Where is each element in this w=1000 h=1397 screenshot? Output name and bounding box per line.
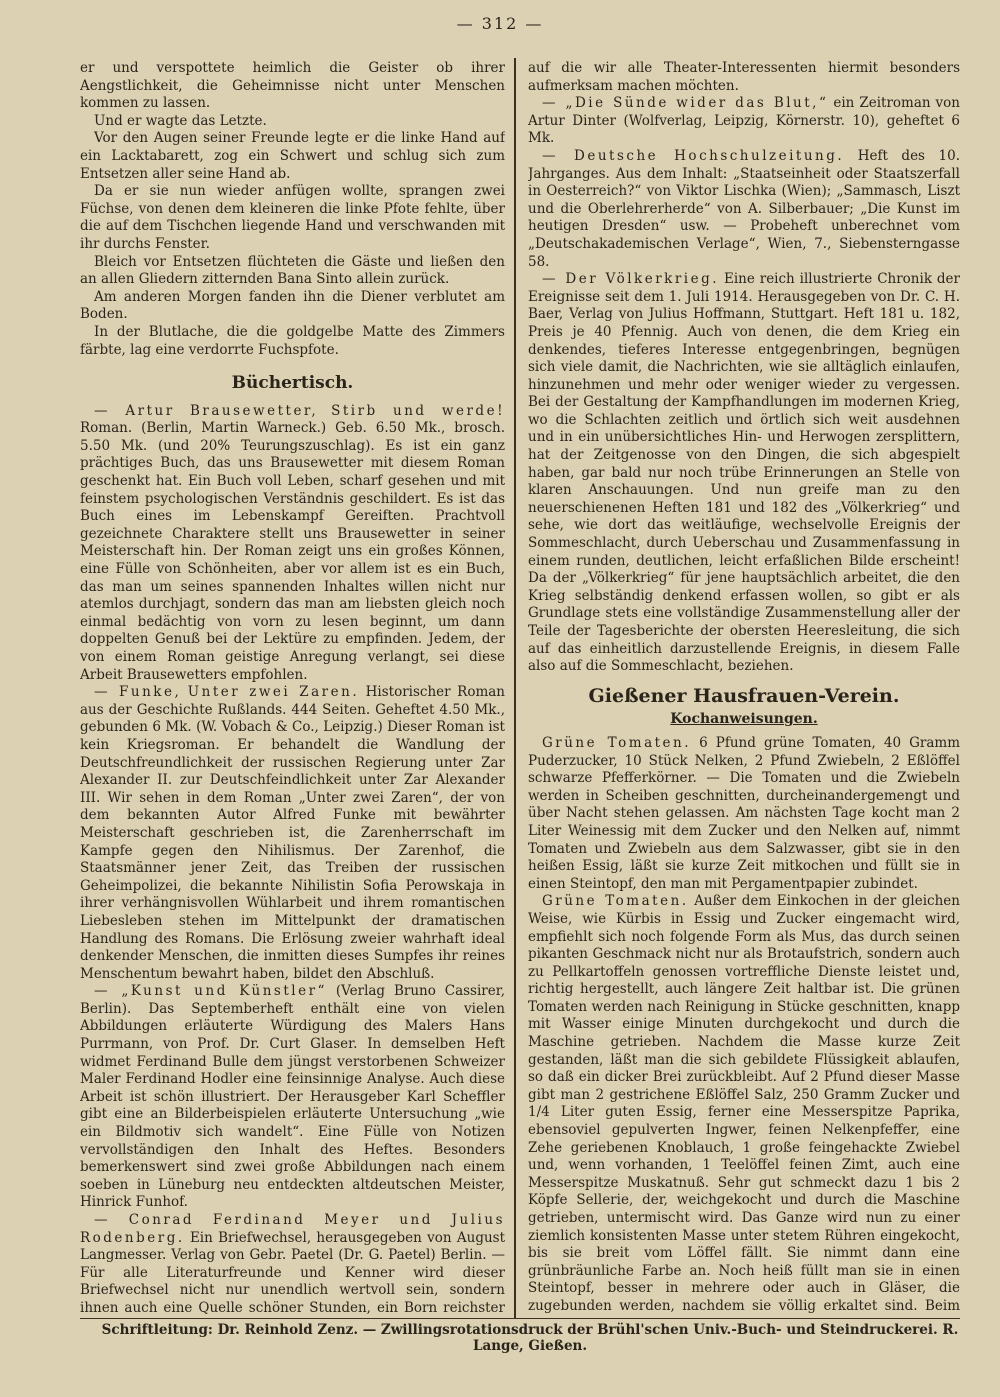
story-paragraph: Und er wagte das Letzte. [94, 112, 267, 129]
review-author: — Artur Brausewetter, [94, 402, 319, 419]
review-author: — Conrad Ferdinand Meyer und Julius Rodenberg. [80, 1212, 505, 1246]
review-item [80, 684, 505, 983]
review-item [80, 403, 505, 685]
imprint-footer: Schriftleitung: Dr. Reinhold Zenz. — Zwillingsrotationsdruck der Brühl'schen Univ.-Buch- und Steindruckerei. R. Lange, Gießen. [101, 1322, 959, 1354]
right-column [528, 60, 960, 1315]
footer-rule [80, 1318, 960, 1319]
review-text: Historischer Roman aus der Geschichte Rußlands. 444 Seiten. Geheftet 4.50 Mk., gebunden 6 Mk. (W. Vobach & Co., Leipzig.) Dieser Roman ist kein Kriegsroman. Er behandelt die Wandlung der Deutschfreundlichkeit der russischen Regierung unter Zar Alexander II. zur Deutschfeindlichkeit unter Zar Alexander III. Wir sehen in dem Roman „Unter zwei Zaren“, der von dem bekannten Autor Alfred Funke mit bewährter Meisterschaft geschrieben ist, die Zarenherrschaft im Kampfe gegen den Nihilismus. Der Zarenhof, die Staatsmänner jener Zeit, das Treiben der russischen Geheimpolizei, die bekannte Nihilistin Sofia Perowskaja in ihrer verhängnisvollen Wühlarbeit und ihrem romantischen Liebesleben stehen im Mittelpunkt der dramatischen Handlung des Romans. Die Erlösung zweier wahrhaft ideal denkender Menschen, die inmitten dieses Sumpfes ihr reines Menschentum bewahrt haben, bildet den Abschluß. [80, 684, 505, 982]
review-title: Stirb und werde! [331, 402, 505, 419]
recipes-list [528, 735, 960, 1315]
review-author: — Funke, [94, 684, 182, 701]
review-item [528, 60, 960, 95]
recipe-text: 6 Pfund grüne Tomaten, 40 Gramm Puderzucker, 10 Stück Nelken, 2 Pfund Zwiebeln, 2 Eßlöffel schwarze Pfefferkörner. — Die Tomaten und die Zwiebeln werden in Scheiben geschnitten, durcheinandergemengt und über Nacht stehen gelassen. Am nächsten Tage kocht man 2 Liter Weinessig mit dem Zucker und den Nelken auf, nimmt Tomaten und Zwiebeln aus dem Salzwasser, gibt sie in den heißen Essig, läßt sie kurze Zeit mitkochen und füllt sie in einen Steintopf, den man mit Pergamentpapier zubindet. [528, 734, 960, 892]
review-text: Roman. (Berlin, Martin Warneck.) Geb. 6.50 Mk., brosch. 5.50 Mk. (und 20% Teurungszuschlag). Es ist ein ganz prächtiges Buch, das uns Brausewetter mit diesem Roman geschenkt hat. Ein Buch voll Leben, scharf gesehen und mit feinstem psychologischen Verständnis geschildert. Es ist das Buch eines im Lebenskampf Gereiften. Prachtvoll gezeichnete Charaktere stellt uns Brausewetter in seiner Meisterschaft hin. Der Roman zeigt uns ein großes Können, eine Fülle von Schönheiten, aber vor allem ist es ein Buch, das man um seines spannenden Inhaltes willen nicht nur atemlos durchjagt, sondern das man am liebsten gleich noch einmal bedächtig von vorn zu lesen beginnt, um dann doppelten Genuß bei der Lektüre zu empfinden. Jedem, der von einem Roman geistige Anregung verlangt, sei diese Arbeit Brausewetters empfohlen. [80, 420, 505, 683]
review-text: Heft des 10. Jahrganges. Aus dem Inhalt: „Staatseinheit oder Staatszerfall in Oesterreich?“ von Viktor Lischka (Wien); „Sammasch, Liszt und die Oberlehrerherde“ von A. Silberbauer; „Die Kunst im heutigen Dresden“ usw. — Probeheft unberechnet vom „Deutschakademischen Verlage“, Wien, 7., Siebensterngasse 58. [528, 147, 960, 270]
review-item [528, 148, 960, 271]
reviews-list-continued [528, 60, 960, 676]
reviews-list [80, 403, 505, 1315]
recipe-title: Grüne Tomaten. [542, 893, 689, 910]
story-paragraph: er und verspottete heimlich die Geister ob ihrer Aengstlichkeit, die Geheimnisse nicht unter Menschen kommen zu lassen. [80, 60, 505, 112]
story-paragraph: Am anderen Morgen fanden ihn die Diener verblutet am Boden. [80, 288, 505, 323]
review-author: — „Die Sünde wider das Blut,“ [542, 95, 829, 112]
review-item [80, 1212, 505, 1315]
page-number: — 312 — [456, 14, 544, 33]
review-item [80, 983, 505, 1212]
recipe-text: Außer dem Einkochen in der gleichen Weise, wie Kürbis in Essig und Zucker eingemacht wird, empfiehlt sich noch folgende Form als Mus, das durch seinen pikanten Geschmack nicht nur als Brotaufstrich, sondern auch zu Pellkartoffeln genossen vortreffliche Dienste leistet und, richtig hergestellt, auch längere Zeit haltbar ist. Die grünen Tomaten werden nach Reinigung in Stücke geschnitten, knapp mit Wasser einige Minuten durchgekocht und durch die Maschine getrieben. Nachdem die Masse kurze Zeit gestanden, läßt man die sich gebildete Flüssigkeit ablaufen, so daß ein dicker Brei zurückbleibt. Auf 2 Pfund dieser Masse gibt man 2 gestrichene Eßlöffel Salz, 250 Gramm Zucker und 1/4 Liter guten Essig, ferner eine Messerspitze Paprika, ebensoviel gepulverten Ingwer, feinen Nelkenpfeffer, eine Zehe geriebenen Knoblauch, 1 große feingehackte Zwiebel und, wenn vorhanden, 1 Teelöffel feinen Zimt, auch eine Messerspitze Muskatnuß. Sehr gut schmeckt dazu 1 bis 2 Köpfe Sellerie, der, weichgekocht und durch die Maschine getrieben, untermischt wird. Das Ganze wird nun zu einer ziemlich konsistenten Masse unter stetem Rühren eingekocht, bis sie breit vom Löffel fällt. Sie nimmt dann eine grünbräunliche Farbe an. Noch heiß füllt man sie in einen Steintopf, besser in mehrere oder auch in Gläser, die zugebunden werden, nachdem sie völlig erkaltet sind. Beim [528, 893, 960, 1314]
review-author: — Der Völkerkrieg. [542, 271, 720, 288]
review-author: — „Kunst und Künstler“ [94, 983, 327, 1000]
review-text: (Verlag Bruno Cassirer, Berlin). Das Septemberheft enthält eine von vielen Abbildungen erläuterte Würdigung des Malers Hans Purrmann, von Prof. Dr. Curt Glaser. In demselben Heft widmet Ferdinand Bulle dem jüngst verstorbenen Schweizer Maler Ferdinand Hodler eine feinsinnige Analyse. Auch diese Arbeit ist schön illustriert. Der Herausgeber Karl Scheffler gibt eine an Bilderbeispielen erläuterte Untersuchung „wie ein Bildmotiv sich wandelt“. Eine Fülle von Notizen vervollständigen den Inhalt des Heftes. Besonders bemerkenswert sind zwei große Abbildungen nach einem soeben in Lüneburg neu entdeckten altdeutschen Meister, Hinrick Funhof. [80, 983, 505, 1211]
review-text: auf die wir alle Theater-Interessenten hiermit besonders aufmerksam machen möchten. [528, 60, 960, 94]
section-title-hausfrauen-verein: Gießener Hausfrauen-Verein. [588, 684, 900, 707]
recipe-item [528, 893, 960, 1315]
story-paragraph: Bleich vor Entsetzen flüchteten die Gäste und ließen den an allen Gliedern zitternden Bana Sinto allein zurück. [80, 253, 505, 288]
story-paragraph: In der Blutlache, die die goldgelbe Matte des Zimmers färbte, lag eine verdorrte Fuchspfote. [80, 323, 505, 358]
section-subtitle-kochanweisungen: Kochanweisungen. [670, 711, 818, 728]
story-continuation [80, 60, 505, 359]
story-paragraph: Da er sie nun wieder anfügen wollte, sprangen zwei Füchse, von denen dem kleineren die linke Pfote fehlte, über die auf dem Tischchen liegende Hand und verschwanden mit ihr durchs Fenster. [80, 183, 505, 252]
story-paragraph: Vor den Augen seiner Freunde legte er die linke Hand auf ein Lacktabarett, zog ein Schwert und schlug sich zum Entsetzen aller seine Hand ab. [80, 130, 505, 182]
review-author: — Deutsche Hochschulzeitung. [542, 147, 845, 164]
recipe-item [528, 735, 960, 893]
section-title-buechertisch: Büchertisch. [231, 373, 354, 394]
review-item [528, 95, 960, 148]
column-divider [514, 58, 516, 1318]
review-text: ein Zeitroman von Artur Dinter (Wolfverlag, Leipzig, Körnerstr. 10), geheftet 6 Mk. [528, 95, 960, 147]
recipe-title: Grüne Tomaten. [542, 734, 692, 751]
left-column [80, 60, 505, 1315]
review-text: Ein Briefwechsel, herausgegeben von August Langmesser. Verlag von Gebr. Paetel (Dr. G. Paetel) Berlin. — Für alle Literaturfreunde und Kenner wird dieser Briefwechsel nicht nur unendlich wertvoll sein, sondern ihnen auch eine Quelle schöner Stunden, ein Born reichster [80, 1229, 505, 1315]
review-item [528, 271, 960, 676]
review-text: Eine reich illustrierte Chronik der Ereignisse seit dem 1. Juli 1914. Herausgegeben von Dr. C. H. Baer, Verlag von Julius Hoffmann, Stuttgart. Heft 181 u. 182, Preis je 40 Pfennig. Auch von denen, die dem Krieg ein denkendes, tieferes Interesse entgegenbringen, begnügen sich viele damit, die Nachrichten, wie sie alltäglich einlaufen, hinzunehmen und mehr oder weniger wieder zu vergessen. Bei der Gestaltung der Kampfhandlungen im modernen Krieg, wo die Schlachten zeitlich und örtlich sich weit ausdehnen und in ein unübersichtliches Hin- und Herwogen zersplittern, hat der Zeitgenosse von den Dingen, die sich abgespielt haben, gar bald nur noch trübe Erinnerungen an Stelle von klaren Anschauungen. Und nun greife man zu den neuerschienenen Heften 181 und 182 des „Völkerkrieg“ und sehe, wie dort das weitläufige, wechselvolle Ereignis der Sommeschlacht, durch Ueberschau und Zusammenfassung in einem runden, deutlichen, leicht erfaßlichen Bilde erscheint! Da der „Völkerkrieg“ für jene hauptsächlich arbeitet, die den Krieg selbständig denkend erfassen wollen, so gibt er als Grundlage stets eine vollständige Zusammenstellung aller der Teile der Tagesberichte der obersten Heeresleitung, die sich auf das einheitlich darzustellende Ereignis, in diesem Falle also auf die Sommeschlacht, beziehen. [528, 271, 960, 675]
review-title: Unter zwei Zaren. [187, 684, 360, 701]
